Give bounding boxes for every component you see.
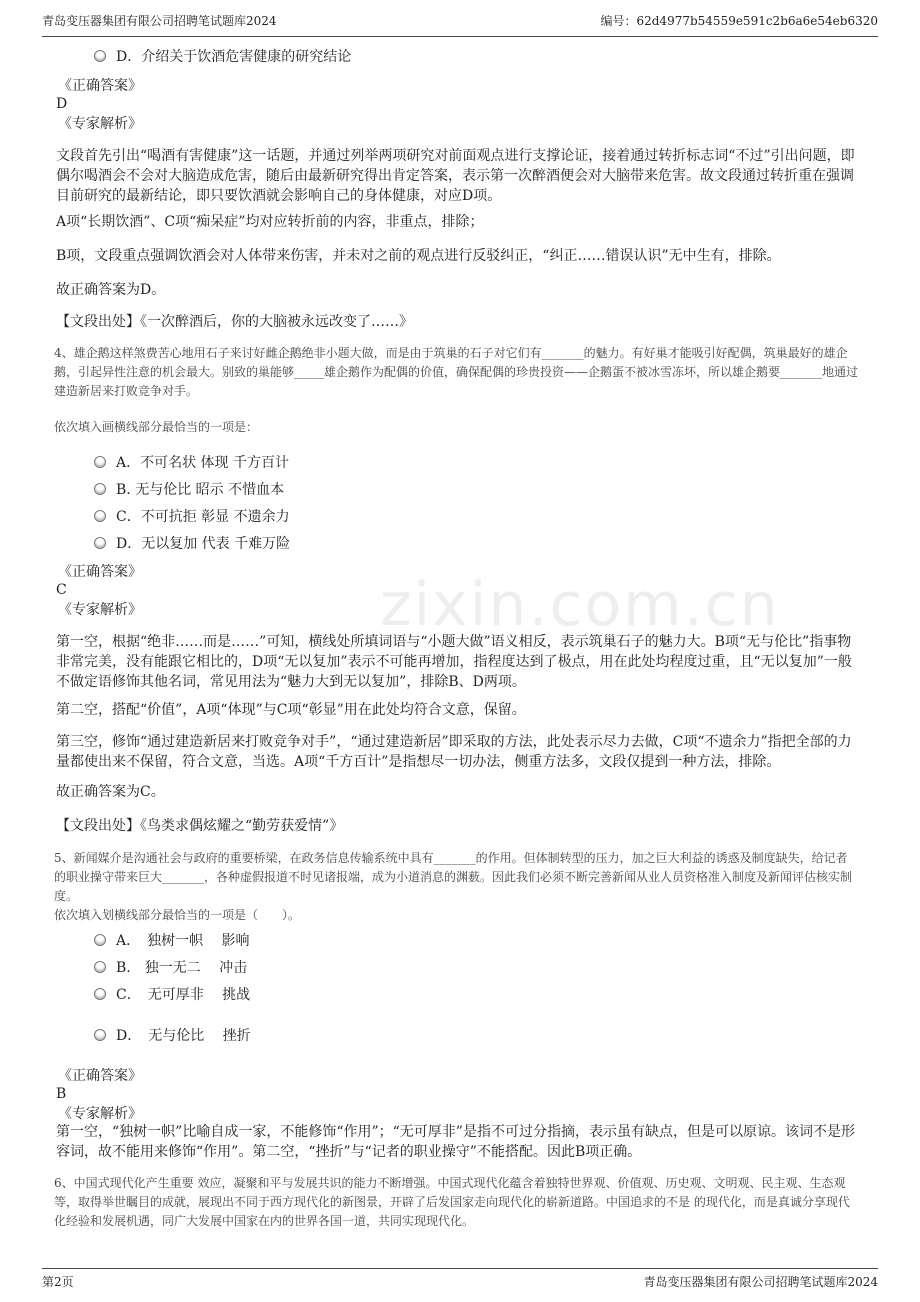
radio-icon[interactable] [94, 483, 106, 495]
q4-source: 【文段出处】《鸟类求偶炫耀之“勤劳获爱情”》 [56, 818, 344, 834]
q4-stem: 4、雄企鹅这样煞费苦心地用石子来讨好雌企鹅绝非小题大做，而是由于筑巢的石子对它们有_______的魅力。有好巢才能吸引好配偶，筑巢最好的雄企鹅，引起异性注意的机会最大。别致的巢能够_____雄企鹅作为配偶的价值，确保配偶的珍贵投资——企鹅蛋不被冰雪冻坏，所以雄企鹅要_______地通过建造新居来打败竞争对手。 [54, 346, 859, 398]
q5-option-c[interactable]: C． 无可厚非 挑战 [94, 984, 250, 1004]
page-header [42, 12, 878, 37]
q4-option-b[interactable]: B. 无与伦比 昭示 不惜血本 [94, 479, 284, 499]
radio-icon[interactable] [94, 934, 106, 946]
radio-icon[interactable] [94, 961, 106, 973]
q5-analysis-label: 《专家解析》 [58, 1106, 142, 1122]
q5-option-d[interactable]: D． 无与伦比 挫折 [94, 1025, 251, 1045]
q4-analysis-p3: 第三空，修饰“通过建造新居来打败竞争对手”，“通过建造新居”即采取的方法，此处表示尽力去做，C项“不遗余力”指把全部的力量都使出来不保留，符合文意，当选。A项“千方百计”是指想尽一切办法，侧重方法多，文段仅提到一种方法，排除。 [56, 734, 852, 770]
q3-analysis-label: 《专家解析》 [58, 116, 142, 132]
q3-answer: D [56, 96, 68, 112]
q5-answer: B [56, 1086, 67, 1102]
q5-analysis-p1: 第一空，“独树一帜”比喻自成一家，不能修饰“作用”；“无可厚非”是指不可过分指摘，表示虽有缺点，但是可以原谅。该词不是形容词，故不能用来修饰“作用”。第二空，“挫折”与“记者的职业操守”不能搭配。因此B项正确。 [56, 1124, 855, 1160]
q3-analysis-p2: A项“长期饮酒”、C项“痴呆症”均对应转折前的内容，非重点，排除； [56, 214, 484, 230]
header-doc-id: 编号：62d4977b54559e591c2b6a6e54eb6320 [600, 14, 878, 28]
footer-title: 青岛变压器集团有限公司招聘笔试题库2024 [643, 1275, 878, 1289]
watermark: zixin.com.cn [380, 570, 780, 640]
radio-icon[interactable] [94, 1029, 106, 1041]
q5-stem: 5、新闻媒介是沟通社会与政府的重要桥梁，在政务信息传输系统中具有_______的作用。但体制转型的压力，加之巨大利益的诱惑及制度缺失，给记者的职业操守带来巨大_______，各种虚假报道不时见诸报端，成为小道消息的渊薮。因此我们必须不断完善新闻从业人员资格准入制度及新闻评估核实制度。 [54, 851, 853, 903]
q4-option-d[interactable]: D．无以复加 代表 千难万险 [94, 533, 290, 553]
q3-answer-label: 《正确答案》 [58, 78, 142, 94]
q5-prompt: 依次填入划横线部分最恰当的一项是（ ）。 [54, 908, 301, 922]
q4-analysis-p1: 第一空，根据“绝非……而是……”可知，横线处所填词语与“小题大做”语义相反，表示筑巢石子的魅力大。B项“无与伦比”指事物非常完美，没有能跟它相比的，D项“无以复加”表示不可能再增加，指程度达到了极点，用在此处均程度过重，且“无以复加”一般不做定语修饰其他名词，常见用法为“魅力大到无以复加”，排除B、D两项。 [56, 634, 852, 690]
q4-conclusion: 故正确答案为C。 [56, 784, 165, 800]
q6-stem: 6、中国式现代化产生重要 效应，凝聚和平与发展共识的能力不断增强。中国式现代化蕴含着独特世界观、价值观、历史观、文明观、民主观、生态观等，取得举世瞩目的成就，展现出不同于西方现代化的新图景，开辟了后发国家走向现代化的崭新道路。中国追求的不是 的现代化，而是真诚分享现代化经验和发展机遇，同广大发展中国家在内的世界各国一道，共同实现现代化。 [54, 1176, 850, 1228]
q4-analysis-p2: 第二空，搭配“价值”，A项“体现”与C项“彰显”用在此处均符合文意，保留。 [56, 702, 526, 718]
radio-icon[interactable] [94, 456, 106, 468]
q3-option-d[interactable]: D．介绍关于饮酒危害健康的研究结论 [94, 46, 351, 66]
q3-analysis-p1: 文段首先引出“喝酒有害健康”这一话题，并通过列举两项研究对前面观点进行支撑论证，接着通过转折标志词“不过”引出问题，即偶尔喝酒会不会对大脑造成危害，随后由最新研究得出肯定答案，表示第一次醉酒便会对大脑带来危害。故文段通过转折重在强调目前研究的最新结论，即只要饮酒就会影响自己的身体健康，对应D项。 [56, 148, 855, 204]
q5-option-a[interactable]: A． 独树一帜 影响 [94, 930, 250, 950]
q4-answer: C [56, 582, 67, 598]
radio-icon[interactable] [94, 510, 106, 522]
q4-answer-label: 《正确答案》 [58, 564, 142, 580]
radio-icon[interactable] [94, 537, 106, 549]
q5-option-b[interactable]: B. 独一无二 冲击 [94, 957, 247, 977]
q3-analysis-p3: B项，文段重点强调饮酒会对人体带来伤害，并未对之前的观点进行反驳纠正，“纠正……错误认识”无中生有，排除。 [56, 248, 781, 264]
q3-source: 【文段出处】《一次醉酒后，你的大脑被永远改变了……》 [56, 314, 413, 330]
page-number: 第2页 [42, 1275, 74, 1289]
q4-analysis-label: 《专家解析》 [58, 602, 142, 618]
q4-option-a[interactable]: A．不可名状 体现 千方百计 [94, 452, 289, 472]
q5-answer-label: 《正确答案》 [58, 1068, 142, 1084]
header-title: 青岛变压器集团有限公司招聘笔试题库2024 [42, 14, 277, 28]
q4-option-c[interactable]: C．不可抗拒 彰显 不遗余力 [94, 506, 290, 526]
radio-icon[interactable] [94, 50, 106, 62]
q3-conclusion: 故正确答案为D。 [56, 282, 166, 298]
q4-prompt: 依次填入画横线部分最恰当的一项是： [54, 420, 259, 434]
page-footer [42, 1268, 878, 1290]
radio-icon[interactable] [94, 988, 106, 1000]
